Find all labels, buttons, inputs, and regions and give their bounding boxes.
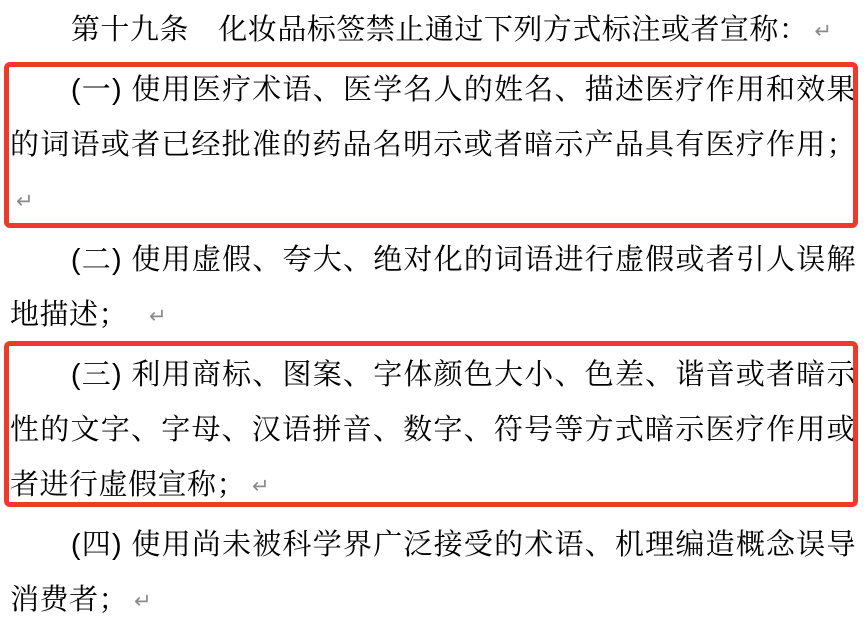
clause-3-text: (三) 利用商标、图案、字体颜色大小、色差、谐音或者暗示性的文字、字母、汉语拼音、数字、符号等方式暗示医疗作用或者进行虚假宣称； [10, 359, 856, 501]
paragraph-return-icon: ↵ [814, 20, 832, 43]
clause-paragraph-3 [10, 348, 856, 514]
clause-paragraph-1 [10, 63, 856, 229]
paragraph-return-icon: ↵ [134, 590, 152, 613]
clause-2-text: (二) 使用虚假、夸大、绝对化的词语进行虚假或者引人误解地描述； [10, 244, 856, 331]
article-heading-text: 第十九条 化妆品标签禁止通过下列方式标注或者宣称： [70, 14, 809, 46]
paragraph-return-icon: ↵ [16, 190, 34, 213]
clause-paragraph-2 [10, 233, 856, 344]
clause-paragraph-4 [10, 518, 856, 629]
paragraph-return-icon: ↵ [149, 305, 167, 328]
document-page [10, 3, 856, 633]
clause-1-text: (一) 使用医疗术语、医学名人的姓名、描述医疗作用和效果的词语或者已经批准的药品名明示或者暗示产品具有医疗作用； [10, 74, 856, 161]
clause-4-text: (四) 使用尚未被科学界广泛接受的术语、机理编造概念误导消费者； [10, 529, 856, 616]
article-heading [10, 3, 856, 59]
paragraph-return-icon: ↵ [252, 475, 270, 498]
